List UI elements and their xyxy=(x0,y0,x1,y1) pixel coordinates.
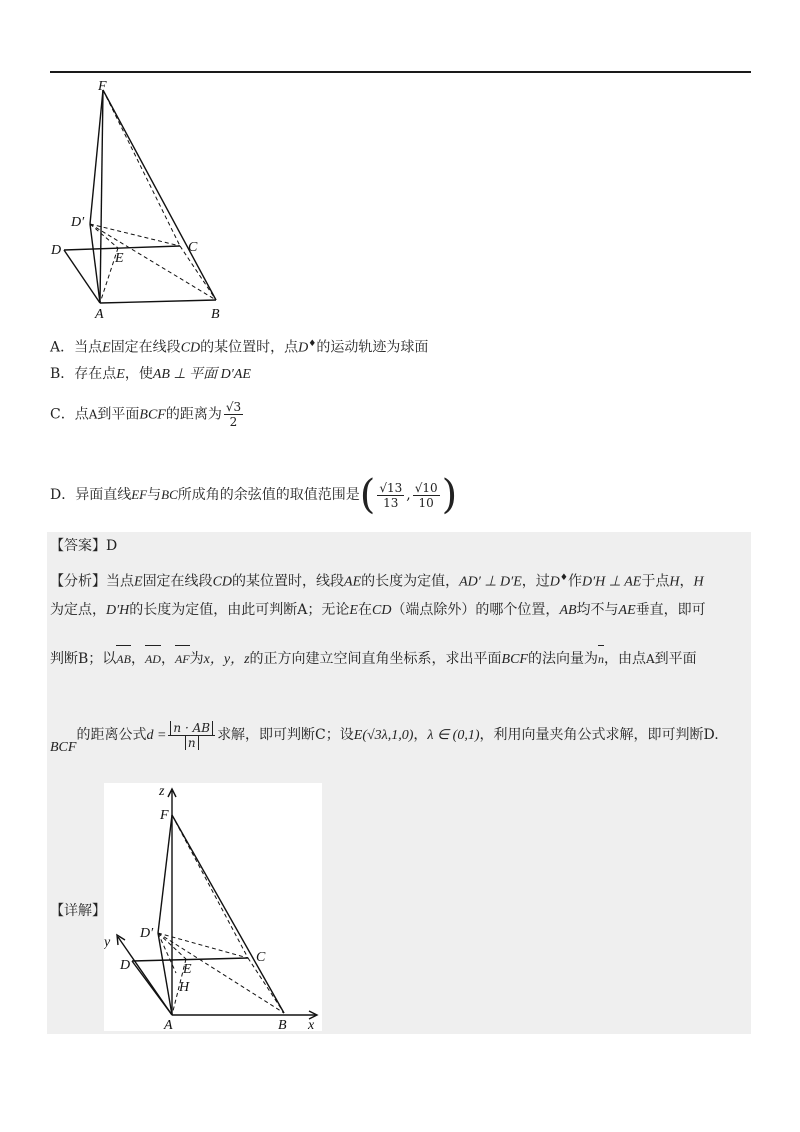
label-y: y xyxy=(104,935,111,950)
edge-FDp xyxy=(158,815,172,933)
axis-y-arrow xyxy=(117,935,125,945)
label-A: A xyxy=(95,307,104,318)
label-D: D xyxy=(51,243,62,258)
label-C: C xyxy=(256,950,266,965)
label-B: B xyxy=(211,307,220,318)
label-Dp: D′ xyxy=(71,215,85,230)
option-b: B．存在点E，使AB ⊥ 平面 D′AE xyxy=(50,366,251,382)
analysis-line-2: 为定点，D′H的长度为定值，由此可判断A；无论E在CD（端点除外）的哪个位置，AB均不与AE垂直，即可 xyxy=(50,602,706,618)
top-rule xyxy=(50,71,751,73)
analysis-line-1: 【分析】当点E固定在线段CD的某位置时，线段AE的长度为定值，AD′ ⊥ D′E，过D♦作D′H ⊥ AE于点H，H xyxy=(50,573,704,590)
option-d: D．异面直线EF与BC所成角的余弦值的取值范围是( $\frac{√13}{13}$ , $\frac{√10}{10}$ ) xyxy=(50,472,458,518)
edge-AB xyxy=(100,300,216,303)
label-D: D xyxy=(120,958,131,973)
label-B: B xyxy=(278,1018,287,1031)
edge-DC xyxy=(64,246,180,250)
option-a: A．当点E固定在线段CD的某位置时，点D♦的运动轨迹为球面 xyxy=(50,339,429,356)
label-F: F xyxy=(98,79,107,94)
label-Dp: D′ xyxy=(140,926,154,941)
edge-FC xyxy=(172,815,248,958)
label-E: E xyxy=(115,251,124,266)
edge-FB xyxy=(103,90,216,300)
label-F: F xyxy=(160,808,169,823)
edge-FC xyxy=(103,90,180,246)
fraction-sqrt3-over-2: $\frac{√3}{2}$ xyxy=(225,400,242,429)
edge-CB xyxy=(180,246,216,300)
answer-line: 【答案】D xyxy=(50,538,118,554)
edge-DC xyxy=(132,958,248,961)
edge-DpB xyxy=(90,224,216,300)
label-E: E xyxy=(183,962,192,977)
label-z: z xyxy=(159,784,165,799)
analysis-line-3: 判断B；以AB，AD，AF为x，y，z的正方向建立空间直角坐标系，求出平面BCF的法向量为n，由点A到平面 xyxy=(50,648,697,671)
coordinate-figure xyxy=(104,783,322,1031)
pyramid-figure xyxy=(40,78,240,318)
edge-DpA xyxy=(158,933,172,1015)
label-H: H xyxy=(179,980,190,995)
label-C: C xyxy=(188,240,198,255)
label-x: x xyxy=(308,1018,315,1031)
edge-DA xyxy=(132,961,172,1015)
edge-DpB xyxy=(158,933,284,1013)
option-c: C．点A到平面BCF的距离为 $\frac{√3}{2}$ xyxy=(50,400,242,429)
label-A: A xyxy=(164,1018,173,1031)
analysis-line-4: BCF的距离公式d = $\frac{n \cdot AB}{n}$ 求解，即可判断C；设E(√3λ,1,0)，λ ∈ (0,1)，利用向量夹角公式求解，即可判断D. xyxy=(50,720,719,755)
detail-label: 【详解】 xyxy=(50,903,106,919)
